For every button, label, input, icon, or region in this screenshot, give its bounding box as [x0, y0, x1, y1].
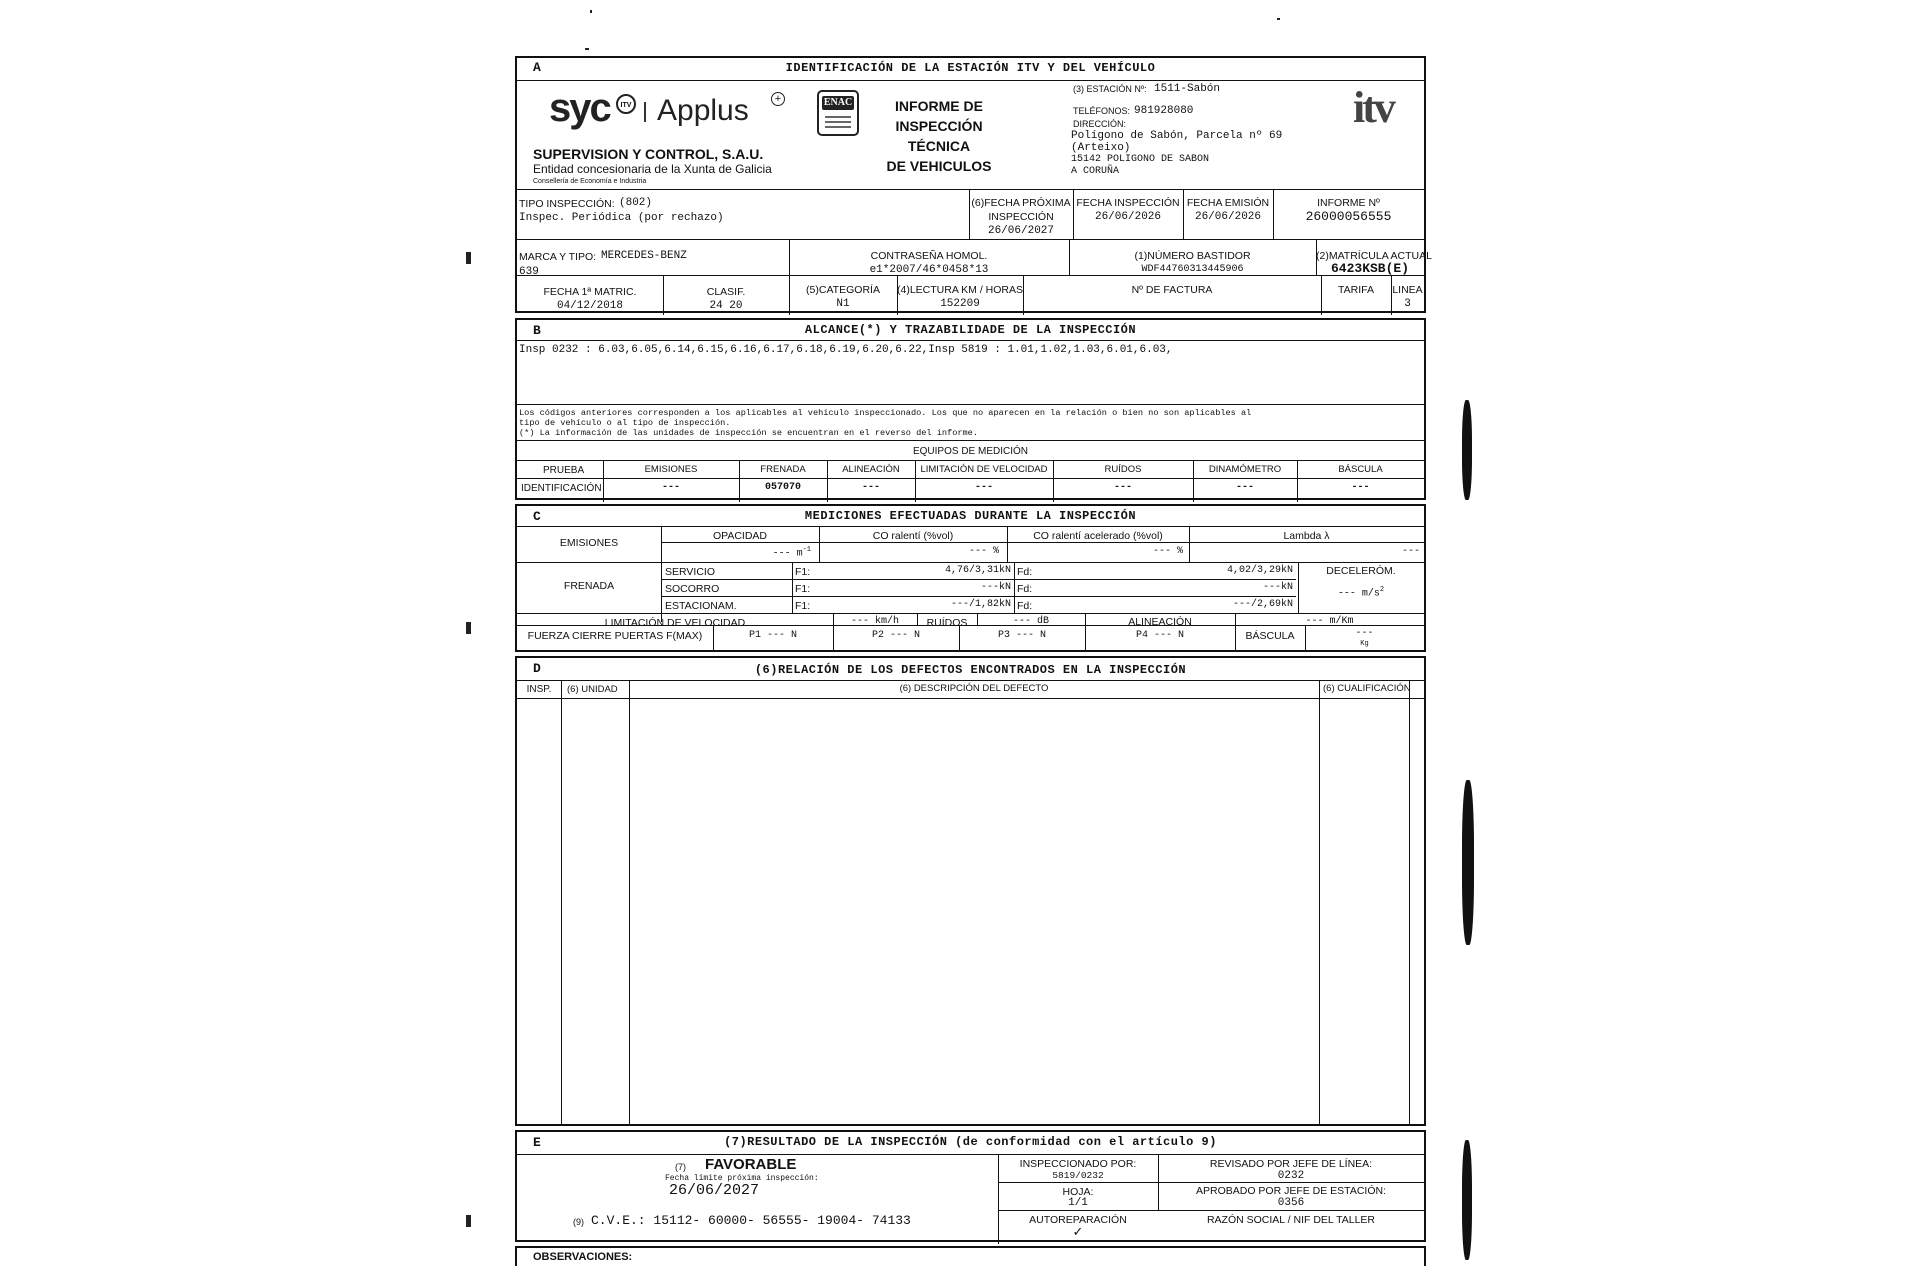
section-e	[515, 1130, 1426, 1242]
decelerometer-unit: 2	[1379, 586, 1385, 594]
equipment-col-5-value: ---	[1113, 482, 1132, 493]
door-force-p1: P1 --- N	[748, 630, 797, 641]
self-repair-label: AUTOREPARACIÓN	[1029, 1214, 1127, 1226]
enac-logo-icon	[817, 90, 859, 136]
station-label: (3) ESTACIÓN Nº:	[1073, 84, 1147, 94]
section-b-title: ALCANCE(*) Y TRAZABILIDADE DE LA INSPECCIÓN	[804, 323, 1137, 337]
workshop-label: RAZÓN SOCIAL / NIF DEL TALLER	[1206, 1214, 1376, 1226]
defects-col-insp: INSP.	[526, 684, 552, 695]
noise-value: --- dB	[1012, 616, 1049, 627]
company-name: SUPERVISION Y CONTROL, S.A.U.	[533, 146, 764, 162]
section-b-letter: B	[533, 323, 541, 338]
equipment-col-1-name: EMISIONES	[644, 464, 698, 475]
approved-by-label: APROBADO POR JEFE DE ESTACIÓN:	[1195, 1185, 1386, 1197]
next-inspection-label-2: INSPECCIÓN	[988, 211, 1054, 223]
applus-logo-text: Applus	[657, 94, 749, 127]
section-c-title: MEDICIONES EFECTUADAS DURANTE LA INSPECCIÓN	[804, 509, 1137, 523]
emission-date-value: 26/06/2026	[1194, 211, 1261, 223]
syc-logo	[549, 88, 610, 128]
co-label: CO ralentí (%vol)	[872, 530, 954, 542]
inspection-type-code: (802)	[619, 197, 653, 209]
ministry-text: Consellería de Economía e Industria	[533, 178, 647, 185]
inspection-date-label: FECHA INSPECCIÓN	[1076, 197, 1180, 209]
applus-plus-text: +	[774, 93, 782, 105]
equipment-col-7-name: BÁSCULA	[1338, 464, 1383, 475]
next-inspection-label-1: (6)FECHA PRÓXIMA	[971, 197, 1071, 209]
equipment-test-label: PRUEBA	[543, 465, 585, 476]
section-a	[515, 56, 1432, 313]
scan-stain	[1462, 400, 1472, 500]
service-fd-value: 4,02/3,29kN	[1226, 565, 1293, 576]
emissions-label: EMISIONES	[559, 537, 619, 549]
report-title-line-3: DE VEHICULOS	[886, 158, 992, 174]
address-line-2: (Arteixo)	[1071, 142, 1131, 154]
section-c-letter: C	[533, 509, 541, 524]
invoice-label: Nº DE FACTURA	[1131, 284, 1213, 296]
parking-f1-value: ---/1,82kN	[950, 599, 1011, 610]
itv-logo-icon	[1353, 83, 1393, 132]
equipment-col-5-name: RUÍDOS	[1104, 464, 1142, 475]
plate-value: 6423KSB(E)	[1330, 261, 1409, 276]
km-label: (4)LECTURA KM / HORAS	[897, 284, 1024, 296]
sheet-label: HOJA:	[1062, 1186, 1094, 1198]
address-line-3: 15142 POLIGONO DE SABON	[1071, 154, 1210, 165]
emergency-label: SOCORRO	[665, 583, 720, 595]
parking-fd-label: Fd:	[1017, 600, 1033, 612]
service-fd-label: Fd:	[1017, 566, 1033, 578]
report-number-label: INFORME Nº	[1317, 197, 1380, 209]
door-force-label: FUERZA CIERRE PUERTAS F(MAX)	[527, 630, 703, 642]
inspected-by-value: 5819/0232	[1052, 1170, 1104, 1181]
inspected-by-label: INSPECCIONADO POR:	[1019, 1158, 1137, 1170]
deadline-label: Fecha límite próxima inspección:	[665, 1174, 819, 1183]
reviewed-by-label: REVISADO POR JEFE DE LÍNEA:	[1209, 1158, 1373, 1170]
inspection-type-value: Inspec. Periódica (por rechazo)	[519, 212, 724, 224]
defects-col-qualification: (6) CUALIFICACIÓN	[1323, 683, 1411, 694]
scale-label: BÁSCULA	[1245, 630, 1295, 642]
noise-label: RUÍDOS	[926, 617, 968, 629]
report-number-value: 26000056555	[1305, 209, 1392, 224]
next-inspection-value: 26/06/2027	[987, 225, 1054, 237]
section-d-title: (6)RELACIÓN DE LOS DEFECTOS ENCONTRADOS EN LA INSPECCIÓN	[754, 663, 1187, 677]
scan-speck	[1277, 18, 1280, 20]
applus-plus-icon	[771, 92, 785, 106]
address-line-4: A CORUÑA	[1071, 166, 1120, 177]
scan-mark	[466, 252, 471, 264]
result-number: (7)	[675, 1162, 686, 1172]
equipment-col-4-value: ---	[974, 482, 993, 493]
parking-label: ESTACIONAM.	[665, 600, 737, 612]
observations-box	[515, 1246, 1426, 1266]
equipment-col-3-name: ALINEACIÓN	[842, 464, 900, 475]
co-accelerated-value: --- %	[1152, 546, 1183, 557]
emergency-f1-value: ---kN	[980, 582, 1011, 593]
door-force-p2: P2 --- N	[871, 630, 920, 641]
report-title	[865, 96, 1013, 176]
address-line-1: Polígono de Sabón, Parcela nº 69	[1071, 130, 1283, 142]
make-value: MERCEDES-BENZ	[601, 250, 687, 262]
itv-logo-text: itv	[1353, 83, 1393, 132]
itv-badge-icon	[616, 94, 636, 114]
lambda-label: Lambda λ	[1283, 530, 1330, 542]
door-force-p4: P4 --- N	[1135, 630, 1184, 641]
linea-value: 3	[1404, 298, 1411, 310]
speed-limit-value: --- km/h	[850, 616, 899, 627]
section-e-letter: E	[533, 1135, 541, 1150]
decelerometer-value	[1298, 586, 1424, 600]
opacity-value-text: --- m	[772, 548, 803, 560]
model-value: 639	[519, 266, 539, 278]
section-d	[515, 656, 1426, 1126]
braking-label: FRENADA	[563, 580, 615, 592]
scale-value: ---	[1355, 628, 1374, 639]
emergency-fd-label: Fd:	[1017, 583, 1033, 595]
equipment-col-6-value: ---	[1235, 482, 1254, 493]
linea-label: LINEA	[1392, 284, 1423, 296]
make-label: MARCA Y TIPO:	[519, 251, 597, 263]
cve-value: C.V.E.: 15112- 60000- 56555- 19004- 74133	[591, 1213, 911, 1228]
opacity-unit: -1	[802, 546, 811, 554]
scan-speck	[585, 48, 589, 50]
opacity-value	[661, 546, 811, 560]
co-accelerated-label: CO ralentí acelerado (%vol)	[1033, 530, 1163, 542]
classification-value: 24 20	[709, 300, 743, 312]
service-f1-value: 4,76/3,31kN	[944, 565, 1011, 576]
decelerometer-value-text: --- m/s	[1337, 588, 1380, 600]
section-a-letter: A	[533, 60, 541, 75]
observations-label: OBSERVACIONES:	[533, 1251, 633, 1263]
phone-value: 981928080	[1134, 105, 1194, 117]
equipment-col-6-name: DINAMÓMETRO	[1208, 464, 1282, 475]
section-e-title: (7)RESULTADO DE LA INSPECCIÓN (de conformidad con el artículo 9)	[724, 1135, 1217, 1149]
approved-by-value: 0356	[1277, 1197, 1305, 1209]
parking-f1-label: F1:	[795, 600, 811, 612]
self-repair-check-icon: ✓	[1072, 1225, 1084, 1240]
classification-label: CLASIF.	[706, 286, 746, 298]
section-a-title: IDENTIFICACIÓN DE LA ESTACIÓN ITV Y DEL VEHÍCULO	[785, 61, 1156, 75]
category-value: N1	[836, 298, 850, 310]
sheet-value: 1/1	[1068, 1197, 1088, 1209]
syc-logo-text: syc	[549, 86, 610, 130]
defects-col-unit: (6) UNIDAD	[567, 684, 618, 695]
itv-badge-text: ITV	[620, 102, 632, 109]
concession-text: Entidad concesionaria de la Xunta de Galicia	[533, 162, 772, 176]
equipment-col-4-name: LIMITACIÓN DE VELOCIDAD	[920, 464, 1048, 475]
equipment-col-3-value: ---	[861, 482, 880, 493]
section-d-letter: D	[533, 661, 541, 676]
emergency-f1-label: F1:	[795, 583, 811, 595]
scope-text: Insp 0232 : 6.03,6.05,6.14,6.15,6.16,6.17,6.18,6.19,6.20,6.22,Insp 5819 : 1.01,1.02,1.03,6.01,6.03,	[519, 344, 1173, 356]
cve-number: (9)	[573, 1217, 584, 1227]
scope-note-1: Los códigos anteriores corresponden a los aplicables al vehículo inspeccionado. Los que no aparecen en la relación o bien no son aplicables al	[519, 408, 1252, 418]
service-label: SERVICIO	[665, 566, 715, 578]
co-value: --- %	[968, 546, 999, 557]
deadline-value: 26/06/2027	[669, 1182, 760, 1199]
alignment-label: ALINEACIÓN	[1128, 616, 1192, 628]
scope-note-2: tipo de vehículo o al tipo de inspección.	[519, 418, 731, 428]
inspection-type-label: TIPO INSPECCIÓN:	[519, 198, 615, 210]
defects-col-description: (6) DESCRIPCIÓN DEL DEFECTO	[899, 683, 1049, 694]
applus-logo	[657, 96, 749, 126]
station-value: 1511-Sabón	[1154, 83, 1221, 95]
homologation-value: e1*2007/46*0458*13	[869, 264, 989, 276]
enac-logo-text: ENAC	[823, 97, 853, 108]
decelerometer-label: DECELERÓM.	[1326, 565, 1396, 577]
first-registration-label: FECHA 1ª MATRIC.	[543, 286, 637, 298]
section-b	[515, 318, 1426, 500]
scale-unit: Kg	[1360, 640, 1369, 648]
speed-limit-label: LIMITACIÓN DE VELOCIDAD	[604, 617, 746, 629]
result-value: FAVORABLE	[705, 1156, 797, 1173]
scan-stain	[1462, 1140, 1472, 1260]
first-registration-value: 04/12/2018	[556, 300, 623, 312]
service-f1-label: F1:	[795, 566, 811, 578]
phone-label: TELÉFONOS:	[1073, 106, 1131, 116]
homologation-label: CONTRASEÑA HOMOL.	[870, 250, 988, 262]
opacity-label: OPACIDAD	[712, 530, 768, 542]
scan-speck	[590, 10, 592, 13]
scan-mark	[466, 622, 471, 634]
inspection-date-value: 26/06/2026	[1094, 211, 1161, 223]
scan-stain	[1462, 780, 1474, 945]
equipment-col-2-value: 057070	[764, 482, 801, 493]
scope-note-3: (*) La información de las unidades de inspección se encuentran en el reverso del informe.	[519, 428, 978, 438]
vin-label: (1)NÚMERO BASTIDOR	[1134, 250, 1251, 262]
equipment-col-1-value: ---	[661, 482, 680, 493]
emergency-fd-value: ---kN	[1262, 582, 1293, 593]
report-title-line-2: INSPECCIÓN TÉCNICA	[895, 118, 983, 154]
logo-divider	[644, 102, 646, 122]
category-label: (5)CATEGORÍA	[806, 284, 880, 296]
parking-fd-value: ---/2,69kN	[1232, 599, 1293, 610]
lambda-value: ---	[1401, 546, 1420, 557]
equipment-title: EQUIPOS DE MEDICIÓN	[912, 446, 1028, 457]
reviewed-by-value: 0232	[1277, 1170, 1305, 1182]
vin-value: WDF44760313445906	[1141, 264, 1244, 275]
km-value: 152209	[940, 298, 980, 310]
alignment-value: --- m/Km	[1305, 616, 1354, 627]
tarifa-label: TARIFA	[1338, 284, 1374, 296]
emission-date-label: FECHA EMISIÓN	[1186, 197, 1270, 209]
address-label: DIRECCIÓN:	[1073, 119, 1127, 129]
equipment-id-label: IDENTIFICACIÓN	[521, 483, 602, 494]
section-c	[515, 504, 1426, 652]
scan-mark	[466, 1215, 471, 1227]
report-title-line-1: INFORME DE	[895, 98, 983, 114]
equipment-col-7-value: ---	[1351, 482, 1370, 493]
plate-label: (2)MATRÍCULA ACTUAL	[1316, 250, 1432, 262]
door-force-p3: P3 --- N	[997, 630, 1046, 641]
equipment-col-2-name: FRENADA	[760, 464, 806, 475]
